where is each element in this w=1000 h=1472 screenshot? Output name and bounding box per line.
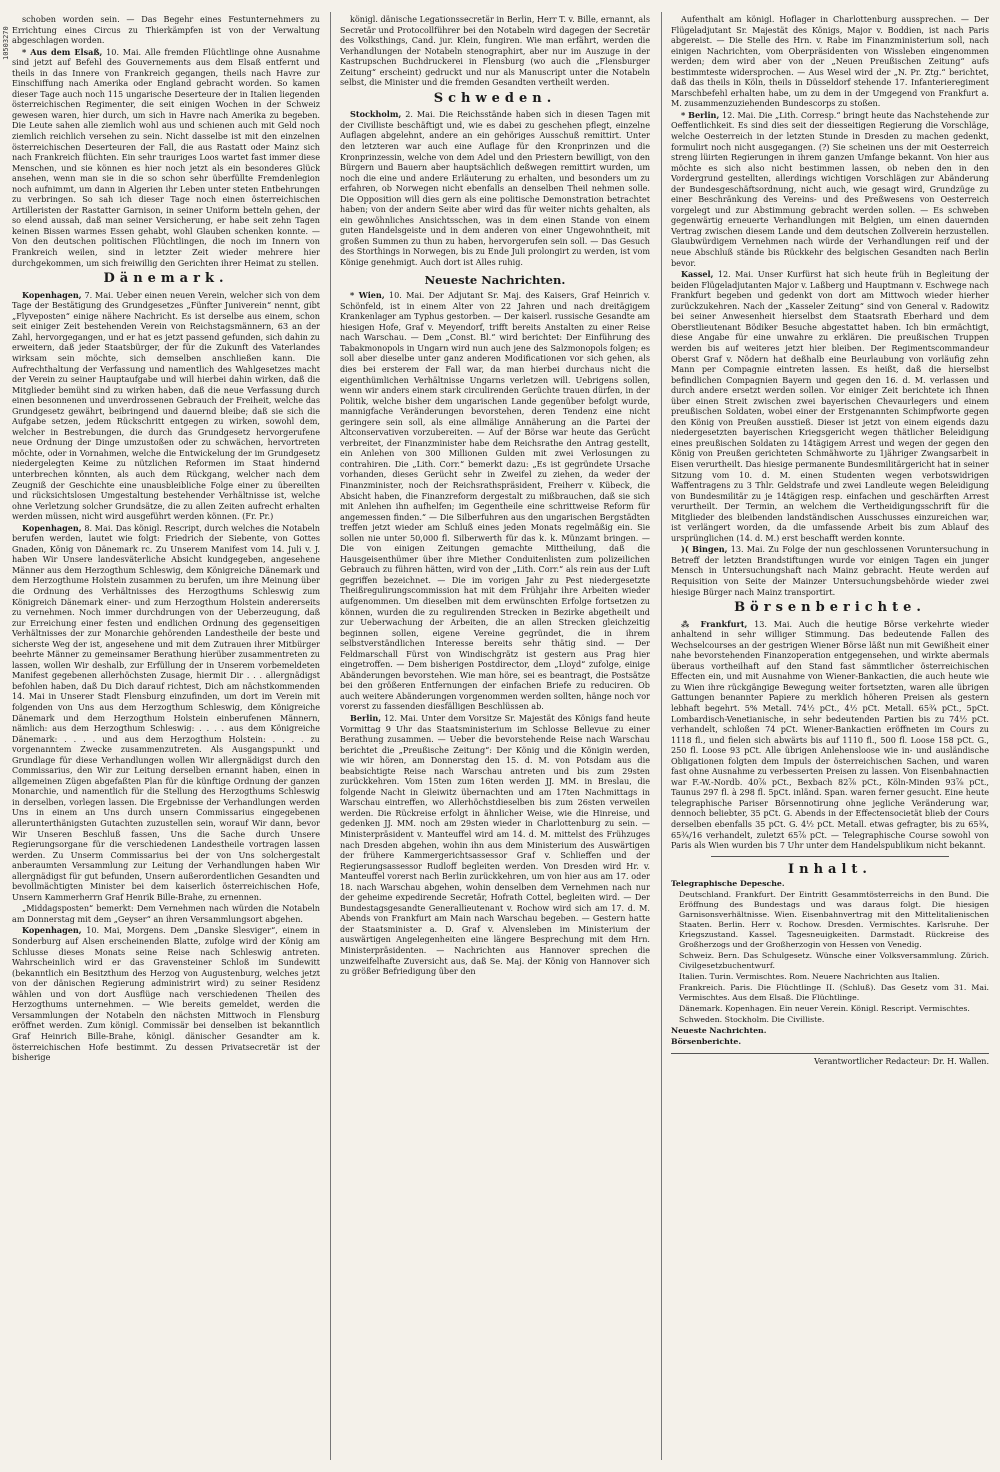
toc-item: Schweiz. Bern. Das Schulgesetz. Wünsche einer Volksversammlung. Zürich. Civilgesetzbuchentwurf.: [679, 951, 989, 971]
column-divider: [661, 12, 662, 1460]
dateline: Stockholm,: [350, 109, 402, 120]
dateline: Kopenhagen,: [22, 289, 82, 300]
article-paragraph: schoben worden sein. — Das Begehr eines Festunternehmers zu Errichtung eines Circus zu Thierkämpfen ist von der Verwaltung abgeschlagen worden.: [12, 14, 320, 46]
toc-item: Telegraphische Depesche.: [671, 879, 785, 889]
article-text: 12. Mai. Unser Kurfürst hat sich heute früh in Begleitung der beiden Flügeladjutanten Major v. Laßberg und Hauptmann v. Eschwege nach Frankfurt begeben und gedenkt von dort am Mittwoch wieder hierher zurückzukehren. Nach der „Kasseler Zeitung“ sind von General v. Radowitz bei seiner Anwesenheit hierselbst dem Staatsrath Eberhard und dem Oberstlieutenant Bödiker Besuche abgestattet haben. Ich bin ermächtigt, diese Angabe für eine unwahre zu erklären. Die preußischen Truppen werden bis auf weiteres jetzt hier bleiben. Der Regimentscommandeur Oberst Graf v. Nödern hat deßhalb eine Beurlaubung von vorläufig zehn Mann per Compagnie eintreten lassen. Es heißt, daß die hierselbst befindlichen Compagnien Bayern und gegen den 16. d. M. verlassen und durch andere ersetzt werden sollen. Vor einiger Zeit berichtete ich Ihnen über einen Streit zwischen zwei bayerischen Chevaurlegers und einem preußischen Soldaten, wobei einer der Erstgenannten Schimpfworte gegen den König von Preußen ausstieß. Dieser ist jetzt von einem eigends dazu niedergesetzten bayerischen Kriegsgericht wegen thätlicher Beleidigung eines preußischen Soldaten zu 14tägigem Arrest und wegen der gegen den König von Preußen gerichteten Schmähworte zu 1jähriger Zwangsarbeit in Eisen verurtheilt. Das hiesige permanente Bundesmilitärgericht hat in seiner Sitzung vom 10. d. M. einen Studenten wegen verbotswidrigen Waffentragens zu 3 Thlr. Geldstrafe und zwei Landleute wegen Beleidigung von Bundesmilitär zu je 14tägigen resp. einfachen und geschärften Arrest verurtheilt. Der Termin, an welchem die Vertheidigungsschrift für die Mitglieder des bleibenden landständischen Ausschusses einzureichen war, ist verlängert worden, da die umfassende Arbeit bis zum Ablauf des ursprünglichen (14. d. M.) erst beschafft werden konnte.: [671, 269, 989, 543]
divider: [711, 856, 949, 857]
article-text: 13. Mai. Zu Folge der nun geschlossenen Voruntersuchung in Betreff der letzten Brandstiftungen wurde vor einigen Tagen ein junger Mensch in Untersuchungshaft nach Mainz gebracht. Heute werden auf Requisition von Seite der Mainzer Untersuchungsbehörde wieder zwei hiesige Bürger nach Mainz transportirt.: [671, 544, 989, 597]
toc-item: Börsenberichte.: [671, 1037, 742, 1047]
toc-item: Dänemark. Kopenhagen. Ein neuer Verein. Königl. Rescript. Vermischtes.: [679, 1004, 970, 1014]
dateline: Kopenhagen,: [22, 925, 82, 936]
column-2: [340, 14, 650, 1458]
article-text: 12. Mai. Unter dem Vorsitze Sr. Majestät des Königs fand heute Vormittag 9 Uhr das Staatsministerium im Schlosse Bellevue zu einer Berathung zusammen. — Ueber die bevorstehende Reise nach Warschau berichtet die „Preußische Zeitung“: Der König und die Königin werden, wie wir hören, am Donnerstag den 15. d. M. von Potsdam aus die beabsichtigte Reise nach Warschau antreten und bis zum 29sten zurückkehren. Vom 15ten zum 16ten werden JJ. MM. in Breslau, die folgende Nacht in Gleiwitz übernachten und am 17ten Nachmittags in Warschau eintreffen, wo Allerhöchstdieselben bis zum 26sten verweilen werden. Die Rückreise erfolgt in ähnlicher Weise, wie die Hinreise, und gedenken JJ. MM. noch am 29sten wieder in Charlottenburg zu sein. — Ministerpräsident v. Manteuffel wird am 14. d. M. mittelst des Frühzuges nach Dresden abgehen, wohin ihn aus dem Ministerium des Auswärtigen der frühere Kammergerichtsassessor Graf v. Schlieffen und der Regierungsassessor Rudloff begleiten werden. Von Dresden wird Hr. v. Manteuffel vorerst nach Berlin zurückkehren, um von hier aus am 17. oder 18. nach Warschau abgehen, wohin denselben dem Vernehmen nach nur der geheime expedirende Secretär, Hofrath Cottel, begleiten wird. — Der Bundestagsgesandte Generallieutenant v. Rochow wird sich am 17. d. M. Abends von Frankfurt am Main nach Warschau begeben. — Gestern hatte der Staatsminister a. D. Graf v. Alvensleben im Ministerium der auswärtigen Angelegenheiten eine längere Besprechung mit dem Hrn. Ministerpräsidenten. — Nachrichten aus Hannover sprechen die unzweifelhafte Zuversicht aus, daß Se. Maj. der König von Hannover sich zu größer Befriedigung über den: [340, 713, 650, 977]
section-heading-schweden: Schweden.: [433, 90, 557, 106]
article-paragraph: „Middagsposten“ bemerkt: Dem Vernehmen nach würden die Notabeln am Donnerstag mit dem „Geyser“ an ihren Versammlungsort abgehen.: [12, 903, 320, 924]
article-paragraph: [12, 47, 320, 268]
article-text: 12. Mai. Die „Lith. Corresp.“ bringt heute das Nachstehende zur Oeffentlichkeit. Es sind dies seit der diesseitigen Regierung die Vorschläge, welche Oesterreich in der letzten Stunde in Dresden zu machen gedenkt, formulirt noch nicht ausgegangen. (?) Sie scheinen uns der mit Oesterreich streng lüirten Regierungen in ihrem ganzen Umfange bekannt. Von hier aus möchte es sich also nicht bestimmen lassen, ob neben den in den Vordergrund gestellten, allerdings wichtigen Vorschlägen zur Abänderung der Bundesgeschäftsordnung, nicht auch, wie gesagt wird, Grundzüge zu einer Beschränkung des Vereins- und des Preßwesens von Oesterreich vorgelegt und zur Abstimmung gebracht werden sollen. — Es schweben gegenwärtig erneuerte Verhandlungen mit Belgien, um einen dauernden Vertrag zwischen diesem Lande und dem deutschen Zollverein herzustellen. Glaubwürdigem Vernehmen nach würde der Verhandlungen reif und der neue Abschluß stände bis Rückkehr des belgischen Gesandten nach Berlin bevor.: [671, 109, 989, 268]
article-paragraph: [340, 290, 650, 712]
dateline: Kopenhagen,: [22, 522, 82, 533]
article-text: 10. Mai, Morgens. Dem „Danske Slesviger“, einem in Sonderburg auf Alsen erscheinenden Blatte, zufolge wird der König am Schlusse dieses Monats seine Reise nach Schleswig antreten. Wahrscheinlich wird er das Gravensteiner Schloß im Sundewitt (bekanntlich ein Besitzthum des Herzog von Augustenburg, welches jetzt von der dänischen Regierung administrirt wird) zu seiner Residenz wählen und von dort Ausflüge nach verschiedenen Theilen des Herzogthums unternehmen. — Wie bereits gemeldet, werden die Versammlungen der Notabeln den nächsten Mittwoch in Flensburg eröffnet werden. Zum königl. Commissär bei denselben ist bekanntlich Graf Heinrich Bille-Brahe, königl. dänischer Gesandter am k. österreichischen Hofe bestimmt. Zu dessen Privatsecretär ist der bisherige: [12, 925, 320, 1063]
article-paragraph: [671, 110, 989, 268]
column-divider: [330, 12, 331, 1460]
article-paragraph: [12, 523, 320, 903]
dateline: )( Bingen,: [681, 544, 728, 555]
section-heading-neueste: Neueste Nachrichten.: [424, 272, 566, 287]
dateline: * Wien,: [350, 290, 385, 301]
column-3: [671, 14, 989, 1458]
article-paragraph: [340, 109, 650, 267]
toc-item: Deutschland. Frankfurt. Der Eintritt Gesammtösterreichs in den Bund. Die Eröffnung des Bundestags und was daraus folgt. Die hiesigen Garnisonsverhältnisse. Wien. Eisenbahnvertrag mit den Mittelitalienischen Staaten. Berlin. Herr v. Rochow. Dresden. Vermischtes. Karlsruhe. Der Kriegszustand. Kassel. Tagesneuigkeiten. Darmstadt. Rückreise des Großherzogs und der Großherzogin von Hessen von Venedig.: [679, 890, 989, 950]
article-paragraph: [12, 290, 320, 522]
toc-item: Schweden. Stockholm. Die Civilliste.: [679, 1015, 825, 1025]
page-number: 10503270: [2, 26, 10, 60]
editor-signature: Verantwortlicher Redacteur: Dr. H. Wallen.: [671, 1053, 989, 1068]
dateline: Berlin,: [350, 713, 382, 723]
article-paragraph: [12, 925, 320, 1062]
article-text: 10. Mai. Der Adjutant Sr. Maj. des Kaisers, Graf Heinrich v. Schönfeld, ist in einem Alter von 22 Jahren und nach dreitägigem Krankenlager am Typhus gestorben. — Der kaiserl. russische Gesandte am hiesigen Hofe, Graf v. Meyendorf, trifft bereits Anstalten zu einer Reise nach Warschau. — Dem „Const. Bl.“ wird berichtet: Der Einführung des Tabakmonopols in Ungarn wird nun auch jene des Salzmonopols folgen; es soll aber dieselbe unter ganz anderen Modificationen vor sich gehen, als dies bei ersterem der Fall war, da man hierbei durchaus nicht die eigenthümlichen Verhältnisse Ungarns verletzen will. Uebrigens sollen, wenn wir anders einem stark circulirenden Gerüchte trauen dürfen, in der Politik, welche bisher dem ungarischen Lande gegenüber befolgt wurde, mannigfache Veränderungen bevorstehen, deren Tendenz eine nicht geringere sein soll, als eine allmälige Annäherung an die Partei der Altconservativen vorzubereiten. — Auf der Börse war heute das Gerücht verbreitet, der Finanzminister habe dem Reichsrathe den Antrag gestellt, ein Anlehen von 300 Millionen Gulden mit zwei Verlosungen zu contrahiren. Die „Lith. Corr.“ bemerkt dazu: „Es ist gegründete Ursache vorhanden, dieses Gerücht sehr in Zweifel zu ziehen, da weder der Finanzminister, noch der Reichsrathspräsident, Freiherr v. Kübeck, die Absicht haben, die Finanzreform dergestalt zu mißbrauchen, daß sie sich mit Anlehen ihn aufhelfen; im Gegentheile eine schrittweise Reform für angemessen finden.“ — Die Silberfuhren aus den ungarischen Bergstädten treffen jetzt wieder am Schluß eines jeden Monats regelmäßig ein. Sie sollen nie unter 50,000 fl. Silberwerth für das k. k. Münzamt bringen. — Die von einigen Zeitungen gemachte Mittheilung, daß die Hausgeisenthümer über ihre Miether Conduitenlisten zum polizeilichen Gebrauch zu führen hätten, wird von der „Lith. Corr.“ als rein aus der Luft gegriffen bezeichnet. — Die im vorigen Jahr zu Pest niedergesetzte Theißregulirungscommission hat mit dem Frühjahr ihre Arbeiten wieder aufgenommen. Um dieselben mit dem erwünschten Erfolge fortsetzen zu können, wurden die zu regulirenden Strecken in Bezirke abgetheilt und zur Ueberwachung der Arbeiten, die an allen Strecken gleichzeitig beginnen sollen, eigene Vereine gegründet, die in ihrem selbstverständlichen Interesse bereits sehr thätig sind. — Der Feldmarschall Fürst von Windischgrätz ist gestern aus Prag hier eingetroffen. — Dem bisherigen Postdirector, dem „Lloyd“ zufolge, einige Abänderungen bevorstehen. Wie man höre, sei es beantragt, die Postsätze bei den größeren Entfernungen der einfachen Briefe zu reduciren. Ob auch weitere Abänderungen vorgenommen werden sollten, hänge noch vor vorerst zu fassenden diesfälligen Beschlüssen ab.: [340, 290, 650, 712]
toc-item: Frankreich. Paris. Die Flüchtlinge II. (Schluß). Das Gesetz vom 31. Mai. Vermischtes. Aus dem Elsaß. Die Flüchtlinge.: [679, 983, 989, 1003]
dateline: * Berlin,: [681, 109, 720, 120]
article-text: 10. Mai. Alle fremden Flüchtlinge ohne Ausnahme sind jetzt auf Befehl des Gouvernements aus dem Elsaß entfernt und theils in das Innere von Frankreich gegangen, theils nach Havre zur Einschiffung nach Amerika oder England gebracht worden. So kamen dieser Tage auch noch 115 ungarische Deserteure der in Italien liegenden österreichischen Regimenter, die seit einigen Wochen in der Schweiz gewesen waren, hier durch, um sich in Havre nach Amerika zu begeben. Die Leute sahen alle ziemlich wohl aus und schienen auch mit Geld noch ziemlich reichlich versehen zu sein. Nicht dasselbe ist mit den einzelnen österreichischen Deserteuren der Fall, die aus Rastatt oder Mainz sich nach Frankreich flüchten. Ein sehr trauriges Loos wartet fast immer diese Menschen, und sie können es hier noch jetzt als ein besonderes Glück ansehen, wenn man sie in die so schon sehr überfüllte Fremdenlegion noch aufnimmt, um dann in Algerien ihr Leben unter steten Entbehrungen zu verbringen. So sah ich dieser Tage noch einen österreichischen Artilleristen der Rastatter Garnison, in seiner Uniform betteln gehen, der so elend aussah, daß man seiner Versicherung, er habe seit zehn Tagen keinen Bissen warmes Essen gehabt, wohl Glauben schenken konnte. — Von den deutschen politischen Flüchtlingen, die noch im Innern von Frankreich weilen, sind in letzter Zeit wieder mehrere hier durchgekommen, um sich freiwillig den Gerichten ihrer Heimat zu stellen.: [12, 46, 320, 268]
table-of-contents: [671, 861, 989, 1068]
article-paragraph: [671, 619, 989, 851]
article-paragraph: königl. dänische Legationssecretär in Berlin, Herr T. v. Bille, ernannt, als Secretär und Protocollführer bei den Notabeln wird dagegen der Secretär des Volksthings, Cand. jur. Klein, fungiren. Wie man erfährt, werden die Verhandlungen der Notabeln stenographirt, aber nur im Auszuge in der Kastrupschen Buchdruckerei in Flensburg (wo auch die „Flensburger Zeitung“ erscheint) gedruckt und nur als Manuscript unter die Notabeln selbst, die Minister und die fremden Gesandten vertheilt werden.: [340, 14, 650, 88]
column-1: [12, 14, 320, 1458]
toc-item: Neueste Nachrichten.: [671, 1026, 767, 1036]
toc-title: Inhalt.: [788, 861, 872, 877]
article-text: 13. Mai. Auch die heutige Börse verkehrte wieder anhaltend in sehr williger Stimmung. Das bedeutende Fallen des Wechselcourses an der gestrigen Wiener Börse läßt nun mit Gewißheit einer nahe bevorstehenden Finanzoperation entgegensehen, und wirkte abermals überaus vortheilhaft auf den Stand fast sämmtlicher österreichischen Effecten ein, und mit Ausnahme von Wiener-Bankactien, die auch heute wie zu Wien ihre rückgängige Bewegung weiter fortsetzten, waren alle übrigen Gattungen benannter Papiere zu merklich höheren Preisen als gestern lebhaft begehrt. 5% Metall. 74½ pCt., 4½ pCt. Metall. 65¾ pCt., 5pCt. Lombardisch-Venetianische, in sehr bedeutenden Partien bis zu 74½ pCt. verhandelt, schloßen 74 pCt. Wiener-Bankactien eröffneten im Cours zu 1118 fl., und fielen sich abwärts bis auf 1110 fl., 500 fl. Loose 158 pCt. G., 250 fl. Loose 93 pCt. Alle übrigen Anlehensloose wie in- und ausländische Obligationen folgten dem Impuls der österreichischen Sachen, und waren fast ohne Ausnahme zu verbesserten Preisen zu lassen. Von Eisenbahnactien war F.-W.-Nordb. 40⅞ pCt., Bexbach 82⅞ pCt., Köln-Minden 93⅞ pCt., Taunus 297 fl. à 298 fl. 5pCt. inländ. Span. waren ferner gesucht. Eine heute telegraphische Pariser Börsennotirung ohne jegliche Veränderung war, dennoch beliebter, 35 pCt. G. Abends in der Effectensocietät blieb der Cours derselben ebenfalls 35 pCt. G. 4½ pCt. Metall. etwas gefragter, bis zu 65¾, 65¾/16 verhandelt, zuletzt 65⅞ pCt. — Telegraphische Course sowohl von Paris als Wien wurden bis 7 Uhr unter dem Handelspublikum nicht bekannt.: [671, 618, 989, 851]
toc-item: Italien. Turin. Vermischtes. Rom. Neuere Nachrichten aus Italien.: [679, 972, 940, 982]
article-paragraph: Aufenthalt am königl. Hoflager in Charlottenburg aussprechen. — Der Flügeladjutant Sr. Majestät des Königs, Major v. Boddien, ist nach Paris abgereist. — Die Stelle des Hrn. v. Rabe im Finanzministerium soll, nach einigen Nachrichten, vom Oberpräsidenten von Wissleben eingenommen werden; dem wird aber von der „Neuen Preußischen Zeitung“ aufs bestimmteste widersprochen. — Aus Wesel wird der „N. Pr. Ztg.“ berichtet, daß das theils in Köln, theils in Düsseldorf stehende 17. Infanterieregiment Marschbefehl erhalten habe, um zu dem in der Umgegend von Frankfurt a. M. zusammenzuziehenden Bundescorps zu stoßen.: [671, 14, 989, 109]
dateline: ⁂ Frankfurt,: [681, 618, 748, 629]
dateline: Kassel,: [681, 269, 714, 280]
section-heading-daenemark: Dänemark.: [103, 271, 229, 287]
article-paragraph: [671, 544, 989, 597]
dateline: * Aus dem Elsaß,: [22, 46, 103, 57]
article-text: 8. Mai. Das königl. Rescript, durch welches die Notabeln berufen werden, lautet wie folgt: Friedrich der Siebente, von Gottes Gnaden, König von Dänemark rc. Zu Unserem Manifest vom 14. Juli v. J. haben Wir Unsere landesväterliche Absicht kundgegeben, angesehene Männer aus dem Herzogthum Schleswig, dem Königreiche Dänemark und dem Herzogthume Holstein zusammen zu berufen, um ihre Meinung über die Ordnung des Verhältnisses des Herzogthums Schleswig zum Königreich Dänemark einer- und zum Herzogthum Holstein andererseits zu vernehmen. Noch immer durchdrungen von der Ueberzeugung, daß zur Erreichung einer festen und endlichen Ordnung des gegenseitigen Verhältnisses der zur Monarchie gehörenden Landestheile der beste und sicherste Weg der ist, angesehene und mit dem Zutrauen ihrer Mitbürger beehrte Männer zu gemeinsamer Berathung hierüber zusammentreten zu lassen, wollen Wir deshalb, zur Erfüllung der in Unserem vorbemeldeten Manifest gegebenen allerhöchsten Zusage, hiermit Dir . . . allergnädigst befohlen haben, daß Du Dich darauf richtest, Dich am nächstkommenden 14. Mai in Unserer Stadt Flensburg einzufinden, um dort im Verein mit folgenden von Uns aus dem Herzogthum Schleswig, dem Königreiche Dänemark und dem Herzogthum Holstein einberufenen Männern, nämlich: aus dem Herzogthum Schleswig: . . . . aus dem Königreiche Dänemark: . . . . und aus dem Herzogthum Holstein: . . . . zu vorgenanntem Zwecke zusammenzutreten. Als Ausgangspunkt und Grundlage für diese Verhandlungen wollen Wir allergnädigst durch den Commissarius, den Wir zur Leitung derselben ernannt haben, einen in allgemeinen Zügen abgefaßten Plan für die künftige Ordnung der ganzen Monarchie, und namentlich für die Stellung des Herzogthums Schleswig in derselben, vorlegen lassen. Die Ergebnisse der Verhandlungen werden Uns in einem an Uns durch unsern Commissarius eingegebenen allerunterthänigsten Gutachten zuzustellen sein, worauf Wir dann, bevor Wir Unseren Beschluß fassen, Uns die Sache durch Unsere Regierungsorgane für die verschiedenen Landestheile vortragen lassen werden. Zu Unserm Commissarius bei der von Uns solchergestalt anberaumten Versammlung zur Leitung der Verhandlungen haben Wir allergnädigst für gut befunden, Unsern außerordentlichen Gesandten und bevollmächtigten Minister bei dem kaiserlich österreichischen Hofe, Unsern Kammerherrn Graf Henrik Bille-Brahe, zu ernennen.: [12, 522, 320, 902]
section-heading-boersen: Börsenberichte.: [734, 600, 926, 616]
article-paragraph: [340, 713, 650, 977]
article-paragraph: [671, 269, 989, 543]
article-text: 7. Mai. Ueber einen neuen Verein, welcher sich von dem Tage der Bestätigung des Grundgesetzes „Fünfter Juniverein“ nennt, gibt „Flyveposten“ einige nähere Nachricht. Es ist derselbe aus einem, schon seit einiger Zeit bestehenden Verein von Reichstagsmännern, 63 an der Zahl, hervorgegangen, und er hat es jetzt passend gefunden, sich dahin zu erweitern, daß jeder Staatsbürger, der für die Zukunft des Vaterlandes wirksam sein möchte, sich demselben anschließen kann. Die Aufrechthaltung der Verfassung und namentlich des Wahlgesetzes macht der Verein zu seiner Hauptaufgabe und will hierbei dahin wirken, daß die Mitglieder bemüht sind zu wirken haben, daß die neue Verfassung durch einen besonnenen und unverdrossenen Gebrauch der Freiheit, welche das Grundgesetz gewährt, beibringend und dauernd bleibe; daß sie sich die Aufgabe setzen, jedem Rückschritt entgegen zu wirken, sowohl dem, welcher in Bestrebungen, die durch das Grundgesetz hervorgerufene neue Ordnung der Dinge umzustoßen oder zu schwächen, hervortreten möchte, oder in Vornahmen, welche die Entwickelung der im Grundgesetz niedergelegten Keime zu nützlichen Reformen im Staat hindernd unterbrechen könnten, als auch dem Rückgang, welcher nach dem Zeugniß der Geschichte eine unausbleibliche Folge einer zu übereilten und rücksichtslosen Umgestaltung bestehender Verhältnisse ist, welche ohne Verletzung solcher Grundsätze, die zu allen Zeiten aufrecht erhalten werden müssen, nicht wird ausgeführt werden können. (Fr. Pr.): [12, 289, 320, 522]
article-text: 2. Mai. Die Reichsstände haben sich in diesen Tagen mit der Civilliste beschäftigt und, wie es dabei zu geschehen pflegt, einzelne Auflagen abgelehnt, andere an ein gehöriges Ausschuß remittirt. Unter den letzteren war auch eine Auflage für den Kronprinzen und die Kronprinzessin, welche von dem Adel und den Priestern bewilligt, von den Bürgern und Bauern aber hauptsächlich deßwegen remittirt wurden, um noch die eine und andere Erläuterung zu erhalten, und besonders um zu erfahren, ob Norwegen nicht ebenfalls an denselben Theil nehmen solle. Die Opposition will dies gern als eine politische Demonstration betrachtet haben; von der andern Seite aber wird das für weiter nichts gehalten, als ein gewöhnliches Ansichtsschen, was in dem einen Stande von einem guten Handelsgeiste und in dem anderen von einer Ungewohntheit, mit großen Summen zu thun zu haben, hervorgerufen sein soll. — Das Gesuch des Storthings in Norwegen, bis zu Ende Juli prolongirt zu werden, ist vom Könige genehmigt. Auch dort ist Alles ruhig.: [340, 109, 650, 268]
